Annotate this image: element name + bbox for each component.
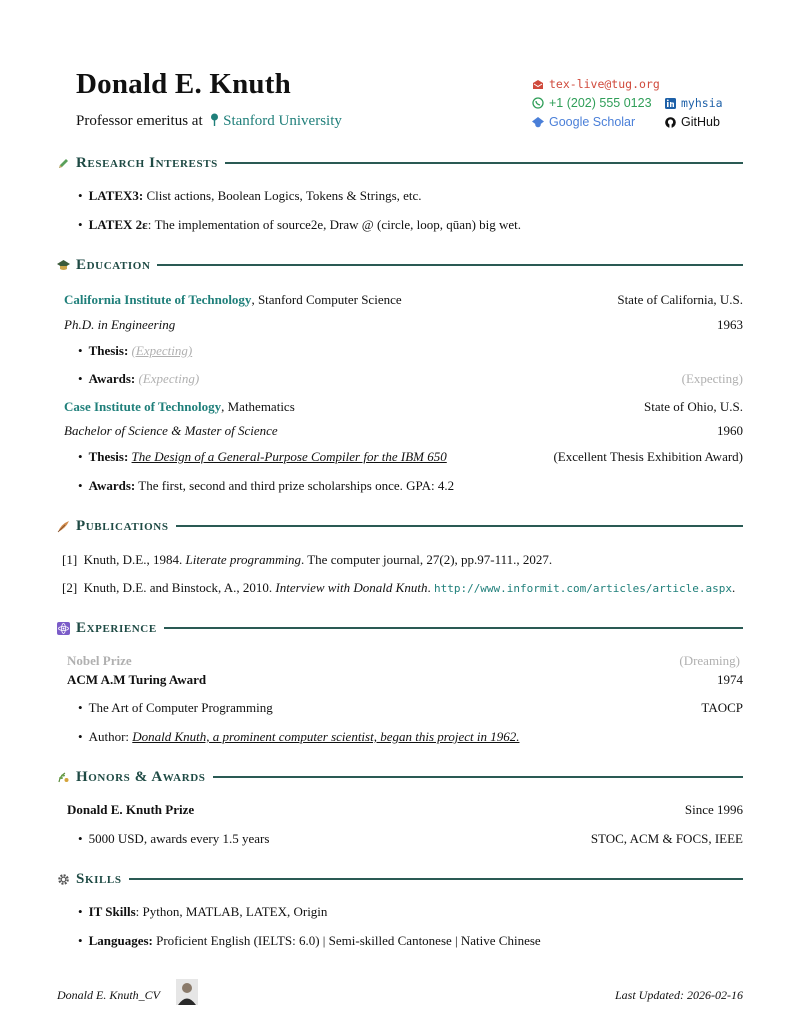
section-experience xyxy=(56,618,743,638)
item-right: TAOCP xyxy=(701,700,743,715)
linkedin-text: myhsia xyxy=(681,96,723,110)
item-label: Languages: xyxy=(88,933,153,948)
pin-icon xyxy=(210,113,219,126)
list-item xyxy=(78,729,743,745)
section-rule xyxy=(164,627,743,628)
email-icon xyxy=(532,79,544,90)
section-title: Honors & Awards xyxy=(76,768,206,785)
item-text: : The implementation of source2e, Draw @ (circle, loop, qūan) big wet. xyxy=(147,217,522,232)
footer-right: Last Updated: 2026-02-16 xyxy=(615,988,743,1002)
title-prefix: Professor emeritus at xyxy=(76,113,203,129)
education-entry-header xyxy=(64,292,743,308)
github-text: GitHub xyxy=(681,115,720,129)
pub-rest: . xyxy=(427,580,431,595)
item-label: Author: xyxy=(88,729,130,744)
quill-icon xyxy=(56,519,70,533)
pub-title: Interview with Donald Knuth xyxy=(275,580,428,595)
pub-authors: Knuth, D.E., 1984. xyxy=(83,552,183,567)
email-text: tex-live@tug.org xyxy=(549,77,660,91)
degree: Ph.D. in Engineering xyxy=(64,317,176,332)
honor-since: Since 1996 xyxy=(684,802,743,817)
publication-item xyxy=(62,580,743,596)
thesis-title[interactable]: (Expecting) xyxy=(131,343,193,358)
list-item xyxy=(78,831,743,847)
github-link[interactable] xyxy=(665,115,720,129)
location: State of California, U.S. xyxy=(617,292,743,307)
item-text: : Python, MATLAB, LATEX, Origin xyxy=(135,904,328,919)
degree-row xyxy=(64,423,743,439)
section-title: Research Interests xyxy=(76,154,218,171)
atom-icon xyxy=(56,621,70,635)
list-item xyxy=(78,371,743,387)
department: , Mathematics xyxy=(221,399,295,414)
item-label: Thesis: xyxy=(88,343,129,358)
ghost-right: (Dreaming) xyxy=(679,653,740,668)
ghost-entry xyxy=(67,653,740,669)
pub-authors: Knuth, D.E. and Binstock, A., 2010. xyxy=(83,580,273,595)
section-research xyxy=(56,153,743,173)
pub-title: Literate programming xyxy=(185,552,301,567)
section-rule xyxy=(213,776,743,777)
section-education xyxy=(56,255,743,275)
graduation-cap-icon xyxy=(56,258,70,272)
section-title: Education xyxy=(76,256,151,273)
awards-right: (Expecting) xyxy=(681,371,743,386)
list-item xyxy=(78,217,743,233)
item-label: Awards: xyxy=(88,478,136,493)
thesis-title[interactable]: The Design of a General-Purpose Compiler for the IBM 650 xyxy=(131,449,447,464)
item-label: LATEX 2ε xyxy=(88,217,148,232)
item-label: Awards: xyxy=(88,371,136,386)
section-honors xyxy=(56,767,743,787)
location: State of Ohio, U.S. xyxy=(644,399,743,414)
section-rule xyxy=(225,162,743,163)
scholar-icon xyxy=(532,117,544,128)
pub-rest: . The computer journal, 27(2), pp.97-111., 2027. xyxy=(300,552,553,567)
affiliation-link[interactable] xyxy=(206,113,341,129)
experience-year: 1974 xyxy=(717,672,743,687)
phone-text: +1 (202) 555 0123 xyxy=(549,96,652,110)
institution-name[interactable]: California Institute of Technology xyxy=(64,292,252,307)
item-text: • 5000 USD, awards every 1.5 years xyxy=(78,831,269,847)
item-label: Thesis: xyxy=(88,449,129,464)
section-title: Experience xyxy=(76,619,157,636)
year: 1963 xyxy=(717,317,743,332)
item-label: LATEX3: xyxy=(88,188,144,203)
phone-link[interactable] xyxy=(532,96,652,110)
awards-text: (Expecting) xyxy=(138,371,200,386)
item-text: • The Art of Computer Programming xyxy=(78,700,273,716)
item-text: Proficient English (IELTS: 6.0) | Semi-skilled Cantonese | Native Chinese xyxy=(156,933,541,948)
item-label: IT Skills xyxy=(88,904,136,919)
item-right: STOC, ACM & FOCS, IEEE xyxy=(590,831,743,846)
whatsapp-icon xyxy=(532,97,544,109)
list-item xyxy=(78,700,743,716)
pub-number: [2] xyxy=(62,580,78,595)
item-link[interactable]: Donald Knuth, a prominent computer scientist, began this project in 1962. xyxy=(132,729,520,744)
email-link[interactable] xyxy=(532,77,660,91)
pub-url[interactable]: http://www.informit.com/articles/article.aspx xyxy=(433,582,732,595)
footer-left: Donald E. Knuth_CV xyxy=(57,988,161,1002)
list-item xyxy=(78,449,743,465)
pub-number: [1] xyxy=(62,552,78,567)
department: , Stanford Computer Science xyxy=(251,292,402,307)
section-rule xyxy=(129,878,743,879)
ghost-title: Nobel Prize xyxy=(67,653,132,668)
degree-row xyxy=(64,317,743,333)
job-title xyxy=(76,113,342,130)
awards-text: The first, second and third prize scholarships once. GPA: 4.2 xyxy=(138,478,455,493)
avatar xyxy=(176,979,198,1005)
publication-item xyxy=(62,552,743,568)
section-title: Publications xyxy=(76,517,169,534)
section-rule xyxy=(157,264,743,265)
linkedin-link[interactable] xyxy=(665,96,723,110)
section-skills xyxy=(56,869,743,889)
cv-name: Donald E. Knuth xyxy=(76,68,291,100)
degree: Bachelor of Science & Master of Science xyxy=(64,423,278,438)
year: 1960 xyxy=(717,423,743,438)
list-item xyxy=(78,188,743,204)
scholar-link[interactable] xyxy=(532,115,635,129)
section-title: Skills xyxy=(76,870,122,887)
github-icon xyxy=(665,117,676,128)
list-item xyxy=(78,343,743,359)
scholar-text: Google Scholar xyxy=(549,115,636,129)
institution-name[interactable]: Case Institute of Technology xyxy=(64,399,222,414)
education-entry-header xyxy=(64,399,743,415)
experience-entry xyxy=(67,672,743,688)
list-item xyxy=(78,933,743,949)
linkedin-icon xyxy=(665,98,676,109)
pencil-icon xyxy=(56,156,70,170)
list-item xyxy=(78,478,743,494)
laurel-icon xyxy=(56,770,70,784)
thesis-award: (Excellent Thesis Exhibition Award) xyxy=(553,449,743,464)
list-item xyxy=(78,904,743,920)
item-text: Clist actions, Boolean Logics, Tokens & Strings, etc. xyxy=(146,188,422,203)
gear-icon xyxy=(56,872,70,886)
honor-entry xyxy=(67,802,743,818)
pub-end: . xyxy=(731,580,736,595)
affiliation-text: Stanford University xyxy=(223,113,342,129)
section-publications xyxy=(56,516,743,536)
honor-title: Donald E. Knuth Prize xyxy=(67,802,195,817)
experience-title: ACM A.M Turing Award xyxy=(67,672,207,687)
section-rule xyxy=(176,525,743,526)
